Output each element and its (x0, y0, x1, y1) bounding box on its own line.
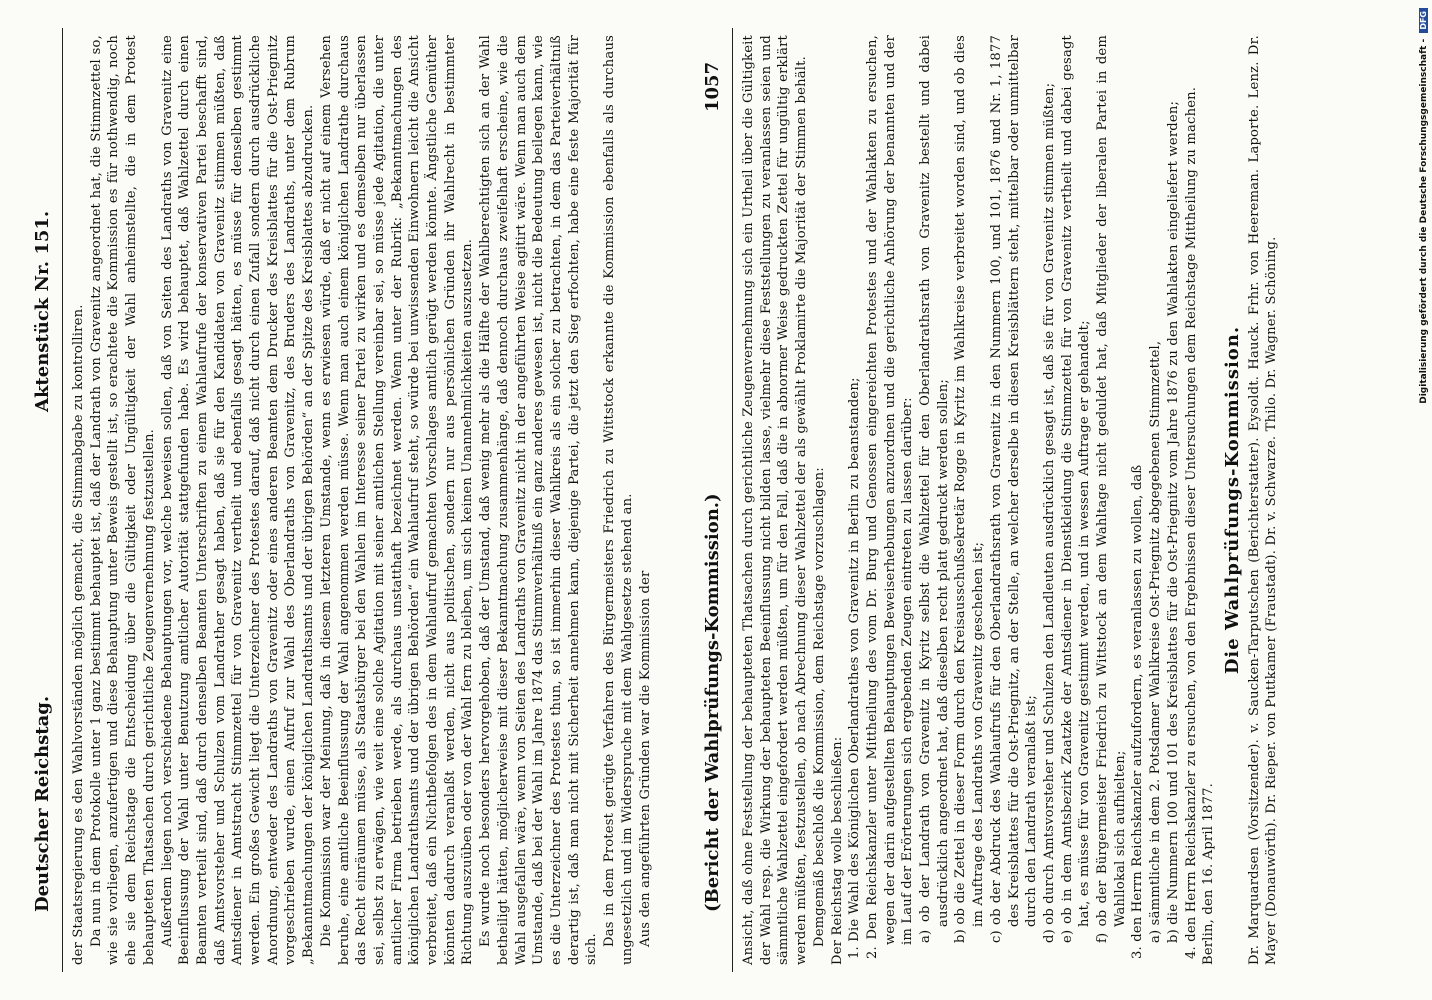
list-item: 4. den Herrn Reichskanzler zu ersuchen, von den Ergebnissen dieser Untersuchungen dem Reichstage Mittheilung zu machen. (1183, 86, 1199, 959)
list-subitem: f) ob der Bürgermeister Friedrich zu Wittstock an dem Wahltage nicht geduldet hat, daß Mitglieder der liberalen Partei in dem Wahllokal sich aufhielten; (1095, 35, 1128, 943)
list-subitem: e) ob in dem Amtsbezirk Zaatzke der Amtsdiener in Dienstkleidung die Stimmzettel für von Gravenitz vertheilt und dabei gesagt hat, es müsse für von Gravenitz gestimmt werden, und in wessen Auftrage er gehandelt; (1059, 35, 1093, 943)
list-item: 2. Den Reichskanzler unter Mittheilung des vom Dr. Burg und Genossen eingereichten Protestes und der Wahlakten zu ersuchen, wegen der darin aufgestellten Behauptungen Beweiserhebungen anzuordnen und die gerichtliche Anhörung der benannten und der im Lauf der Erörterungen sich ergebenden Zeugen eintreten zu lassen darüber: (864, 35, 916, 959)
right-column-header (698, 28, 733, 972)
paragraph: Das in dem Protest gerügte Verfahren des Bürgermeisters Friedrich zu Wittstock erkannte die Kommission ebenfalls als durchaus ungesetzlich und im Widerspruche mit dem Wahlgesetze stehend an. (602, 35, 635, 965)
header-report-title: (Bericht der Wahlprüfungs-Kommission.) (702, 493, 723, 912)
paragraph: Außerdem liegen noch verschiedene Behauptungen vor, welche beweisen sollen, daß von Seiten des Landraths von Gravenitz eine Beeinflussung der Wahl unter Benutzung amtlicher Autorität stattgefunden habe. Es wird behauptet, daß Wahlzettel durch einen Beamten verteilt sind, daß durch denselben Beamten Unterschriften zu einem Wahlaufrufe der konservativen Partei beschafft sind, daß Amtsvorsteher und Schulzen vom Landrather gesagt haben, daß sie für den Kandidaten von Gravenitz stimmen müßten, daß Amtsdiener in Amtstracht Stimmzettel für von Gravenitz vertheilt und ebenfalls gesagt hätten, es müsse für denselben gestimmt werden. Ein großes Gewicht liegt die Unterzeichner des Protestes darauf, daß nicht durch einen Zufall sondern durch ausdrückliche Anordnung, entweder des Landraths von Gravenitz oder eines anderen Beamten dem Drucker des Kreisblattes für die Ost-Priegnitz vorgeschrieben wurde, einen Aufruf zur Wahl des Oberlandraths von Gravenitz, des Bruders des Landraths, unter dem Rubrum „Bekanntmachungen der königlichen Landrathsamts und der übrigen Behörden“ an der Spitze des Kreisblattes abzudrucken. (159, 35, 317, 965)
left-column-text (70, 35, 654, 965)
page (28, 28, 1372, 972)
list-subitem: c) ob der Abdruck des Wahlaufrufs für den Oberlandrathsrath von Gravenitz in den Nummern 100, und 101, 1876 und Nr. 1, 1877 des Kreisblattes für die Ost-Priegnitz, an der Stelle, an welcher derselbe in diesen Kreisblättern steht, mittelbar oder unmittelbar durch den Landrath veranlaßt ist; (988, 35, 1040, 943)
paragraph: der Staatsregierung es den Wahlvorständen möglich gemacht, die Stimmabgabe zu kontrolliren. (71, 304, 86, 965)
credit-text: Digitalisierung gefördert durch die Deutsche Forschungsgemeinschaft - (1419, 38, 1429, 404)
paragraph: Ansicht, daß ohne Feststellung der behaupteten Thatsachen durch gerichtliche Zeugenvernehmung sich ein Urtheil über die Gültigkeit der Wahl resp. die Wirkung der behaupteten Beeinflussung nicht bilden lasse, vielmehr diese Feststellungen zu veranlassen seien und sämmtliche Wahlzettel eingefordert werden müßten, um für den Fall, daß die in abnormer Weise gedruckten Zettel für ungültig erklärt werden müßten, festzustellen, ob nach Abrechnung dieser Wahlzettel der als gewählt Proklamirte die Majorität der Stimmen behält. (741, 35, 810, 965)
dfg-logo: DFG (1419, 8, 1428, 33)
list-subitem: b) ob die Zettel in dieser Form durch den Kreisausschußsekretär Rogge in Kyritz im Wahlkreise verbreitet worden sind, und ob dies im Auftrage des Landraths von Gravenitz geschehen ist; (953, 35, 987, 943)
list-subitem: a) sämmtliche in dem 2. Potsdamer Wahlkreise Ost-Priegnitz abgegebenen Stimmzettel, (1148, 340, 1164, 943)
list-subitem: d) ob durch Amtsvorsteher und Schulzen den Landleuten ausdrücklich gesagt ist, daß sie für von Gravenitz stimmen müßten; (1041, 82, 1057, 943)
paragraph: Da nun in dem Protokolle unter 1 ganz bestimmt behauptet ist, daß der Landrath von Gravenitz angeordnet hat, die Stimmzettel so, wie sie vorliegen, anzufertigen und diese Behauptung unter Beweis gestellt ist, so erachtete die Kommission es für nothwendig, noch ehe sie dem Reichstage die Entscheidung über die Gültigkeit oder Ungültigkeit der Wahl anheimstellte, die in dem Protest behaupteten Thatsachen durch gerichtliche Zeugenvernehmung festzustellen. (88, 35, 157, 965)
resolution-intro: Der Reichstag wolle beschließen: (829, 736, 845, 965)
list-subitem: a) ob der Landrath von Gravenitz in Kyritz selbst die Wahlzettel für den Oberlandrathsrath von Gravenitz bestellt und dabei ausdrücklich angeordnet hat, daß dieselben recht platt gedruckt werden sollen; (918, 35, 951, 943)
list-item: 3. den Herrn Reichskanzler aufzufordern, es veranlassen zu wollen, daß (1130, 464, 1146, 959)
member-list: Dr. Marquardsen (Vorsitzender). v. Saucken-Tarputschen (Berichterstatter). Eysoldt. Hauck. Frhr. von Heereman. Laporte. Lenz. Dr. Mayer (Donauwörth). Dr. Rieper. von Puttkamer (Fraustadt). Dr. v. Schwarze. Thilo. Dr. Wagner. Schöning. (1246, 35, 1280, 965)
header-document-number: Aktenstück Nr. 151. (32, 210, 53, 412)
left-column-header (28, 28, 63, 972)
list-item: 1. Die Wahl des Königlichen Oberlandrathes von Gravenitz in Berlin zu beanstanden; (847, 377, 863, 959)
paragraph: Demgemäß beschloß die Kommission, dem Reichstage vorzuschlagen: (811, 467, 827, 947)
header-journal-title: Deutscher Reichstag. (32, 695, 53, 912)
date-line: Berlin, den 16. April 1877. (1201, 783, 1217, 965)
digitization-credit (1419, 8, 1431, 992)
paragraph: Die Kommission war der Meinung, daß in diesem letzteren Umstande, wenn es erwiesen würde, daß er nicht auf einem Versehen beruhe, eine amtliche Beeinflussung der Wahl angenommen werden müsse. Wenn man auch einem königlichen Landrathe durchaus das Recht einräumen müsse, als Staatsbürger bei den Wahlen im Interesse seiner Partei zu wirken und es demselben nur überlassen sei, selbst zu erwägen, wie weit eine solche Agitation mit seiner amtlichen Stellung vereinbar sei, so müsse jede Agitation, die unter amtlicher Firma betrieben werde, als durchaus unstatthaft bezeichnet werden. Wenn unter der Rubrik: „Bekanntmachungen des königlichen Landrathsamts und der übrigen Behörden“ ein Wahlaufruf steht, so würde bei unwissenden Einwohnern leicht die Ansicht verbreitet, daß ein Nichtbefolgen des in dem Wahlaufruf gemachten Vorschlages amtlich gerügt werden könnte. Ängstliche Gemüther könnten dadurch veranlaßt werden, nicht aus politischen, sondern nur aus persönlichen Gründen ihr Wahlrecht in bestimmter Richtung auszuüben oder von der Wahl fern zu bleiben, um sich keinen Unannehmlichkeiten auszusetzen. (318, 35, 476, 965)
header-page-number: 1057 (702, 61, 723, 112)
section-title: Die Wahlprüfungs-Kommission. (1221, 325, 1243, 675)
right-column-text (740, 35, 1281, 965)
list-subitem: b) die Nummern 100 und 101 des Kreisblattes für die Ost-Priegnitz vom Jahre 1876 zu den Wahlakten eingeliefert werden; (1165, 100, 1181, 943)
paragraph: Aus den angeführten Gründen war die Kommission der (637, 570, 653, 947)
paragraph: Es wurde noch besonders hervorgehoben, daß der Umstand, daß wenig mehr als die Hälfte der Wahlberechtigten sich an der Wahl betheiligt hätten, möglicherweise mit dieser Bekanntmachung zusammenhänge, daß dennoch durchaus zweifelhaft erscheine, wie die Wahl ausgefallen wäre, wenn von Seiten des Landraths von Gravenitz nicht in der angeführten Weise agitirt wäre. Wenn man auch dem Umstande, daß bei der Wahl im Jahre 1874 das Stimmverhältniß ein ganz anderes gewesen ist, nicht die Bedeutung beilegen kann, wie es die Unterzeichner des Protestes thun, so ist immerhin dieser Wahlkreis als ein solcher zu betrachten, in dem das Parteiverhältniß derartig ist, daß man nicht mit Sicherheit annehmen kann, diejenige Partei, die jetzt den Sieg erfochten, habe eine feste Majorität für sich. (478, 35, 600, 965)
